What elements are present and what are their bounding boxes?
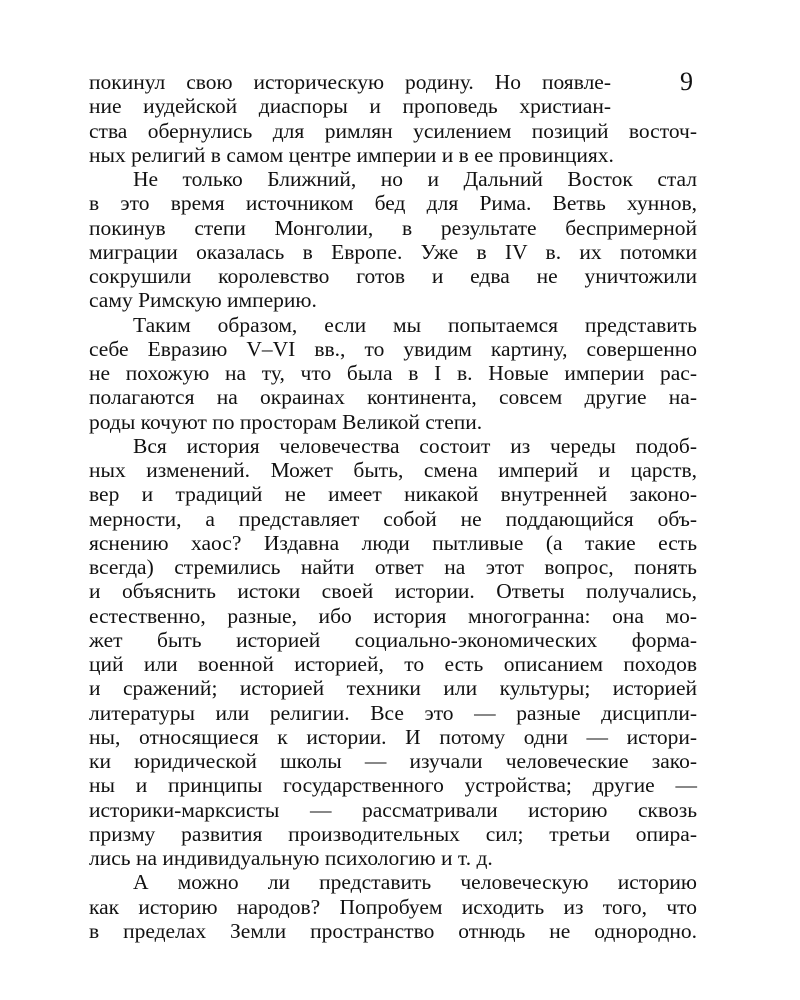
text-line: вер и традиций не имеет никакой внутренней законо- bbox=[89, 482, 697, 507]
text-line: покинув степи Монголии, в результате беспримерной bbox=[89, 215, 697, 240]
text-line: роды кочуют по просторам Великой степи. bbox=[89, 409, 483, 434]
page-number: 9 bbox=[680, 67, 693, 96]
paragraph-start-line: А можно ли представить человеческую историю bbox=[133, 870, 697, 895]
text-line: и сражений; историей техники или культуры; историей bbox=[89, 676, 697, 701]
text-line: литературы или религии. Все это — разные дисципли- bbox=[89, 700, 697, 725]
paragraph-start-line: Таким образом, если мы попытаемся представить bbox=[133, 312, 697, 337]
text-line: историки-марксисты — рассматривали историю сквозь bbox=[89, 797, 697, 822]
text-line: ки юридической школы — изучали человеческие зако- bbox=[89, 749, 697, 773]
text-line: ны и принципы государственного устройства; другие — bbox=[89, 773, 697, 798]
text-line: ны, относящиеся к истории. И потому одни — истори- bbox=[89, 724, 697, 749]
text-line: ных изменений. Может быть, смена империй и царств, bbox=[89, 458, 697, 482]
text-line: ства обернулись для римлян усилением позиций восточ- bbox=[89, 118, 697, 143]
text-line: всегда) стремились найти ответ на этот вопрос, понять bbox=[89, 555, 697, 579]
text-line: саму Римскую империю. bbox=[89, 288, 317, 313]
text-line: не похожую на ту, что была в I в. Новые империи рас- bbox=[89, 361, 697, 385]
text-line: в пределах Земли пространство отнюдь не однородно. bbox=[89, 918, 697, 943]
text-line: миграции оказалась в Европе. Уже в IV в. их потомки bbox=[89, 239, 697, 264]
paragraph-start-line: Не только Ближний, но и Дальний Восток стал bbox=[133, 167, 697, 191]
body-text bbox=[89, 67, 697, 943]
text-line: ных религий в самом центре империи и в ее провинциях. bbox=[89, 142, 614, 167]
text-line: яснению хаос? Издавна люди пытливые (а такие есть bbox=[89, 530, 697, 555]
text-line: ций или военной историей, то есть описанием походов bbox=[89, 652, 697, 676]
text-line: жет быть историей социально-экономических форма- bbox=[89, 627, 697, 652]
paragraph-start-line: Вся история человечества состоит из череды подоб- bbox=[133, 433, 697, 458]
text-line: покинул свою историческую родину. Но появле- bbox=[89, 70, 611, 94]
text-line: в это время источником бед для Рима. Ветвь хуннов, bbox=[89, 191, 697, 216]
text-line: мерности, а представляет собой не поддающийся объ- bbox=[89, 506, 697, 531]
text-line: естественно, разные, ибо история многогранна: она мо- bbox=[89, 603, 697, 628]
text-line: лись на индивидуальную психологию и т. д. bbox=[89, 846, 493, 870]
text-line: призму развития производительных сил; третьи опира- bbox=[89, 821, 697, 846]
text-line: ние иудейской диаспоры и проповедь христиан- bbox=[89, 94, 611, 119]
text-line: и объяснить истоки своей истории. Ответы получались, bbox=[89, 579, 697, 604]
text-line: себе Евразию V–VI вв., то увидим картину, совершенно bbox=[89, 336, 697, 361]
text-line: полагаются на окраинах континента, совсем другие на- bbox=[89, 385, 697, 410]
text-line: сокрушили королевство готов и едва не уничтожили bbox=[89, 264, 697, 288]
text-line: как историю народов? Попробуем исходить из того, что bbox=[89, 894, 697, 919]
